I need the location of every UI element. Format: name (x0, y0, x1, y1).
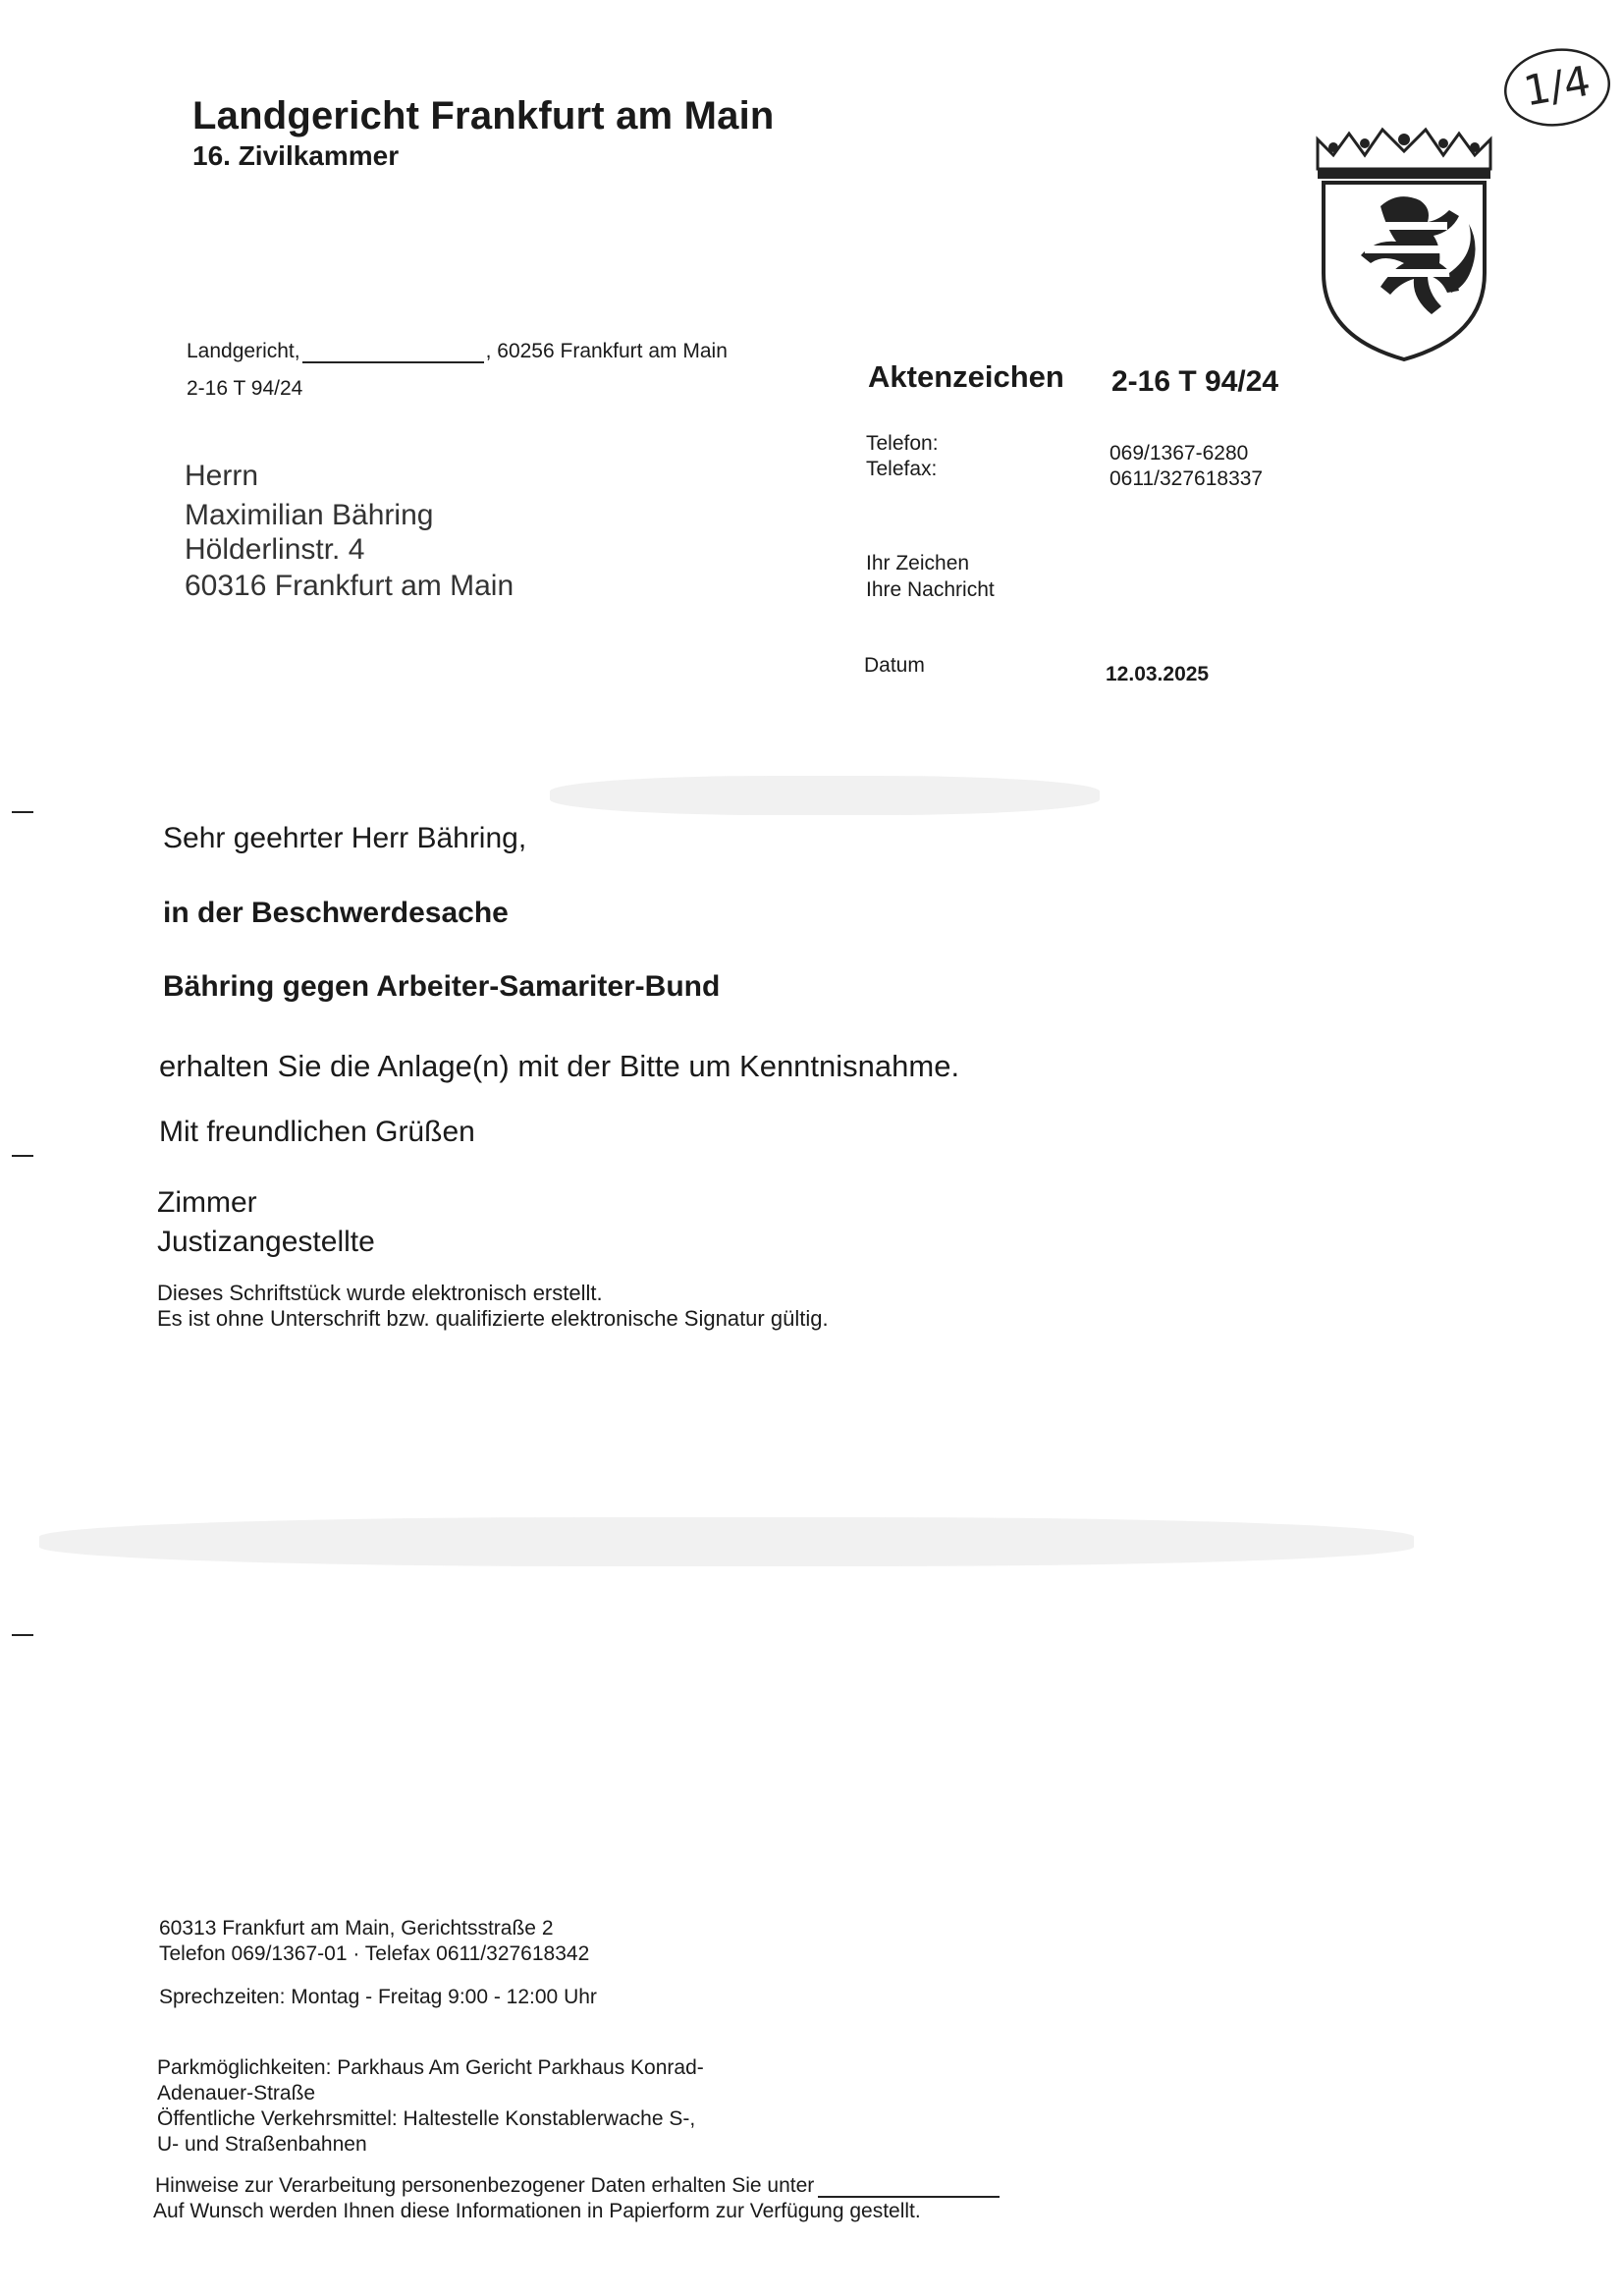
sender-line-end: , 60256 Frankfurt am Main (485, 340, 728, 362)
footer-parking-line2: Adenauer-Straße (157, 2082, 316, 2105)
sender-blank-line (302, 361, 484, 363)
footer-privacy-line2: Auf Wunsch werden Ihnen diese Informationen in Papierform zur Verfügung gestellt. (153, 2200, 921, 2222)
sender-reference: 2-16 T 94/24 (187, 377, 303, 400)
datum-value: 12.03.2025 (1106, 663, 1210, 685)
fold-mark (12, 1634, 33, 1636)
aktenzeichen-label: Aktenzeichen (868, 359, 1064, 394)
telefax-label: Telefax: (866, 458, 938, 480)
page-stamp-text: 1/4 (1520, 56, 1595, 116)
footer-transit-line2: U- und Straßenbahnen (157, 2133, 367, 2156)
recipient-street: Hölderlinstr. 4 (185, 533, 365, 566)
signer-title: Justizangestellte (157, 1226, 375, 1258)
matter-intro: in der Beschwerdesache (163, 897, 509, 929)
page-number-stamp (1500, 43, 1614, 132)
footer-parking-line1: Parkmöglichkeiten: Parkhaus Am Gericht Parkhaus Konrad- (157, 2056, 704, 2079)
footer-phone-fax: Telefon 069/1367-01 · Telefax 0611/327618342 (159, 1942, 590, 1965)
recipient-city: 60316 Frankfurt am Main (185, 570, 514, 602)
footer-privacy-line1 (155, 2174, 1000, 2198)
datum-label: Datum (864, 654, 925, 677)
electronic-notice-line2: Es ist ohne Unterschrift bzw. qualifizierte elektronische Signatur gültig. (157, 1306, 829, 1331)
privacy-text: Hinweise zur Verarbeitung personenbezogener Daten erhalten Sie unter (155, 2174, 815, 2197)
aktenzeichen-value: 2-16 T 94/24 (1111, 365, 1279, 398)
signer-name: Zimmer (157, 1186, 257, 1219)
ihr-zeichen-label: Ihr Zeichen (866, 552, 970, 574)
closing: Mit freundlichen Grüßen (159, 1116, 475, 1148)
fold-mark (12, 811, 33, 813)
ihre-nachricht-label: Ihre Nachricht (866, 578, 995, 601)
telefon-label: Telefon: (866, 432, 939, 455)
telefon-value: 069/1367-6280 (1109, 442, 1249, 465)
electronic-notice-line1: Dieses Schriftstück wurde elektronisch erstellt. (157, 1281, 603, 1305)
privacy-blank-line (818, 2196, 1000, 2198)
scan-smudge (550, 776, 1100, 815)
footer-office-hours: Sprechzeiten: Montag - Freitag 9:00 - 12:00 Uhr (159, 1986, 597, 2008)
sender-line-start: Landgericht, (187, 340, 300, 362)
court-chamber: 16. Zivilkammer (192, 140, 400, 171)
court-name: Landgericht Frankfurt am Main (192, 94, 775, 137)
footer-address: 60313 Frankfurt am Main, Gerichtsstraße 2 (159, 1917, 554, 1940)
recipient-salutation: Herrn (185, 460, 259, 492)
hesse-coat-of-arms-icon (1312, 126, 1496, 361)
fold-mark (12, 1155, 33, 1157)
matter-parties: Bähring gegen Arbeiter-Samariter-Bund (163, 970, 721, 1003)
sender-line (187, 340, 728, 363)
footer-transit-line1: Öffentliche Verkehrsmittel: Haltestelle Konstablerwache S-, (157, 2107, 696, 2130)
telefax-value: 0611/327618337 (1109, 467, 1264, 490)
recipient-name: Maximilian Bähring (185, 499, 434, 531)
scan-smudge (39, 1517, 1414, 1566)
greeting: Sehr geehrter Herr Bähring, (163, 822, 527, 854)
body-text: erhalten Sie die Anlage(n) mit der Bitte um Kenntnisnahme. (159, 1049, 960, 1083)
